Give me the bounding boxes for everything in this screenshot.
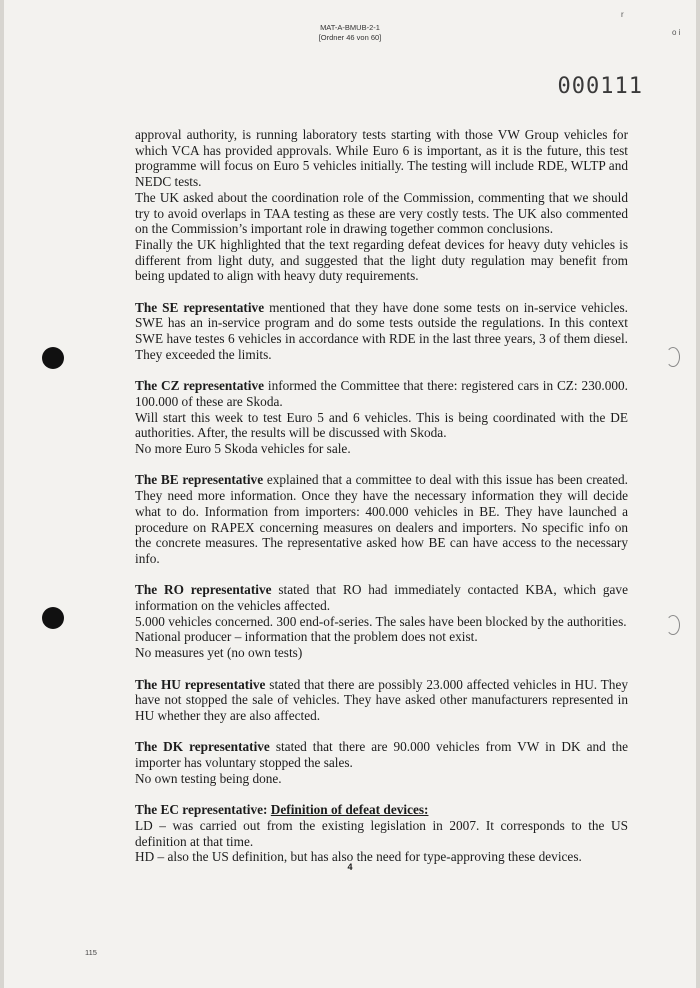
paragraph-uk-3: Finally the UK highlighted that the text regarding defeat devices for heavy duty vehicles is different from light duty, and suggested that the light duty regulation may benefit from being updated to align with heavy duty requirements. xyxy=(135,236,628,284)
paragraph-be xyxy=(135,472,628,566)
paragraph-dk-text: stated that there are 90.000 vehicles from VW in DK and the importer has voluntary stopped the sales. xyxy=(135,739,628,771)
speaker-ec: The EC representative: xyxy=(135,802,268,818)
paragraph-se xyxy=(135,300,628,363)
paragraph-cz-text: informed the Committee that there: registered cars in CZ: 230.000. 100.000 of these are Skoda. xyxy=(135,378,628,409)
document-body xyxy=(135,127,628,865)
page-stamp-number: 000111 xyxy=(557,74,643,99)
paragraph-ro-4: No measures yet (no own tests) xyxy=(135,645,303,661)
speaker-hu: The HU representative xyxy=(135,676,266,692)
paragraph-dk-2: No own testing being done. xyxy=(135,770,282,786)
paragraph-cz xyxy=(135,378,628,409)
header-doc-id: MAT-A-BMUB-2-1 xyxy=(320,23,380,32)
binder-ring-top xyxy=(666,347,680,367)
corner-mark: r xyxy=(621,10,624,19)
paragraph-ro xyxy=(135,582,628,613)
punch-hole-bottom xyxy=(42,607,64,629)
speaker-ro: The RO representative xyxy=(135,582,272,598)
page-number: 4 xyxy=(347,862,353,872)
paragraph-ro-text: stated that RO had immediately contacted KBA, which gave information on the vehicles affected. xyxy=(135,582,628,614)
paragraph-ec-hd: HD – also the US definition, but has also the need for type-approving these devices. xyxy=(135,849,582,865)
paragraph-cz-2: Will start this week to test Euro 5 and 6 vehicles. This is being coordinated with the DE authorities. After, the results will be discussed with Skoda. xyxy=(135,409,628,441)
paragraph-hu xyxy=(135,677,628,724)
binder-ring-bottom xyxy=(666,615,680,635)
paragraph-ro-2: 5.000 vehicles concerned. 300 end-of-series. The sales have been blocked by the authorities. xyxy=(135,613,627,629)
paragraph-hu-text: stated that there are possibly 23.000 affected vehicles in HU. They have not stopped the sale of vehicles. They have asked other manufacturers represented in HU whether they are also affected. xyxy=(135,676,628,723)
ec-heading-underlined: Definition of defeat devices: xyxy=(270,802,429,818)
scan-edge-left xyxy=(0,0,4,988)
punch-hole-top xyxy=(42,347,64,369)
paragraph-dk xyxy=(135,739,628,770)
speaker-se: The SE representative xyxy=(135,299,265,315)
speaker-cz: The CZ representative xyxy=(135,378,265,394)
scan-edge-right xyxy=(696,0,700,988)
paragraph-uk-2: The UK asked about the coordination role of the Commission, commenting that we should try to avoid overlaps in TAA testing as these are very costly tests. The UK also commented on the Commission’s important role in drawing together common conclusions. xyxy=(135,189,628,237)
bottom-left-number: 115 xyxy=(85,948,97,957)
corner-mark-2: o i xyxy=(672,28,681,37)
paragraph-ro-3: National producer – information that the problem does not exist. xyxy=(135,629,478,645)
document-header xyxy=(0,23,700,43)
speaker-dk: The DK representative xyxy=(135,739,270,755)
paragraph-ec-heading xyxy=(135,802,628,818)
paragraph-be-text: explained that a committee to deal with this issue has been created. They need more information. Once they have the necessary information they will decide what to do. Information from importers: 400.000 vehicles in BE. They have launched a procedure on RAPEX concerning measures on dealers and importers. No specific info on the concrete measures. The representative asked how BE can have access to the necessary info. xyxy=(135,472,628,566)
paragraph-cz-3: No more Euro 5 Skoda vehicles for sale. xyxy=(135,441,351,457)
speaker-be: The BE representative xyxy=(135,472,264,488)
paragraph-ec-ld: LD – was carried out from the existing legislation in 2007. It corresponds to the US definition at that time. xyxy=(135,817,628,849)
header-folder: [Ordner 46 von 60] xyxy=(318,33,382,42)
paragraph-se-text: mentioned that they have done some tests on in-service vehicles. SWE has an in-service program and do some tests outside the regulations. In this context SWE have testes 6 vehicles in accordance with RDE in the last three years, 3 of them diesel. They exceeded the limits. xyxy=(135,299,628,362)
paragraph-uk-1: approval authority, is running laboratory tests starting with those VW Group vehicles for which VCA has provided approvals. While Euro 6 is important, as it is the future, this test programme will focus on Euro 5 vehicles initially. The testing will include RDE, WLTP and NEDC tests. xyxy=(135,127,628,190)
